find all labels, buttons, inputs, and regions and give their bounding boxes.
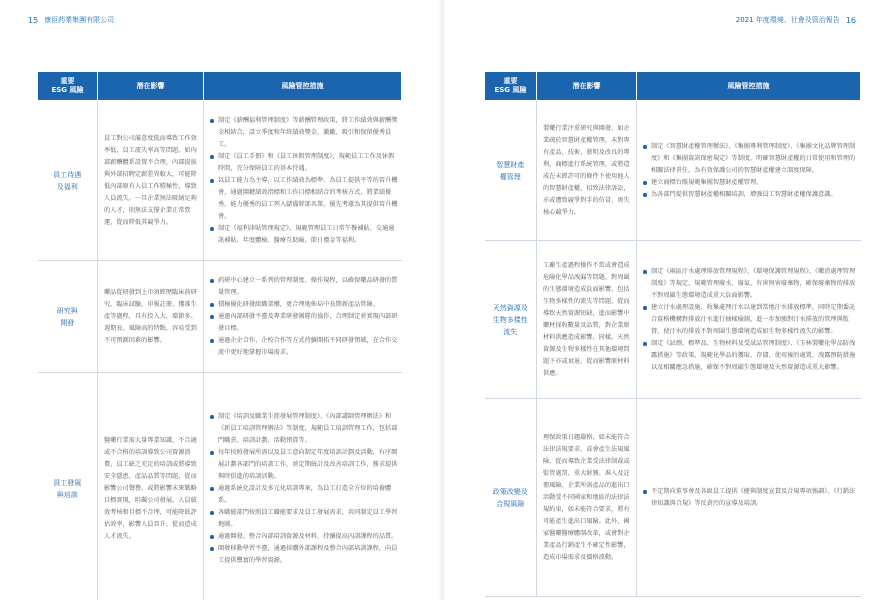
control-measures: [637, 241, 861, 399]
page-gutter: [438, 0, 446, 600]
left-page-number: 15: [28, 15, 39, 25]
header-measures: 風險管控措施: [204, 72, 402, 101]
header-risk: 重要 ESG 風險: [485, 72, 537, 101]
potential-impact: 藥品從研發到上市須經歷臨床前研究、臨床試驗、申報註冊、獲准生產等過程，具有投入大、環節多、週期長、風險高的特點，容易受到不可預測因素的影響。: [98, 261, 204, 373]
potential-impact: 員工對公司滿意度低而導致工作效率低，員工流失率高等問題。如內部薪酬體系設置不合理，內部提拔與外部招聘定薪差異較大，可能降低內部原有人員工作積極性，導致人員流失。一旦企業無法吸納足夠的人才，則無法支撐企業正常營運，從而降低其競爭力。: [98, 101, 204, 261]
measure-item: 制定《智慧財產權管理辦法》、《集團專利管理制度》、《集團文化品牌管理制度》和《集團資訊保密規定》等制度，明確智慧財產權的日常使用和管理的相關法律責任，為有效保護公司的智慧財產權建立制度保障。: [643, 141, 857, 177]
potential-impact: 製藥行業注重研究與開發，如企業疏於智慧財產權管理，未對專有產品、技術、發明及改良的專利、商標進行系統管理，或將造成在未經許可的條件下使用他人的智慧財產權，招致法律訴訟，亦或遭致競爭對手的仿冒，喪失核心競爭力。: [537, 101, 637, 241]
measure-item: 制定《培訓及職業生涯發展管理制度》、《內部講師管理辦法》和《新員工培訓管理辦法》等制度，規範員工培訓管理工作，包括部門職責、培訓計劃、活動預算等。: [210, 411, 398, 447]
risk-category: 研究與 開發: [38, 261, 98, 373]
measure-item: 開發移動學習平臺，通過採購外部課程及整合內部培訓課程，向員工提供豐富的學習資源。: [210, 543, 398, 567]
measure-item: 制定《福利津貼管理規定》，規範管理員工日常午餐補貼、交通通訊補貼、年度體檢、醫療互助險、節日禮金等福利。: [210, 223, 398, 247]
measure-item: 建立汙水處理設施，收集處理汙水以達到當地汙水排放標準，同時定期委託合資格機構對排放汙水進行抽樣檢測，進一步加強對汙水排放的管理與監督，使汙水的排放不對周圍生態環境造成如生物多樣性流失的影響。: [643, 302, 857, 338]
right-page-header: [442, 0, 884, 40]
potential-impact: 醫藥行業需大量專業知識，不合適或不合格的培訓導致公司資源浪費，員工缺乏充足的培訓或將導致安全隱患、產品品質等問題，從而影響公司聲譽，或將影響未來戰略目標實現，阻礙公司發展。人員績效考核和目標不合理，可能降低評估效率，影響人員晉升，從而造成人才流失。: [98, 373, 204, 600]
measure-item: 制定《員工手冊》和《員工休假管理制度》，規範員工工作及休假時間，充分保障員工的基本待遇。: [210, 151, 398, 175]
measure-item: 以員工能力為主導，以工作績效為標準，為員工提供平等的晉升機會，通過開鍵績效指標和工作目標相結合的考核方式，將業績優秀、能力優秀的員工列入儲備幹部名單，優先考慮為其提供晉升機會。: [210, 175, 398, 223]
table-row: [38, 261, 402, 373]
measure-item: 為各部門提供智慧財產權相關培訓，增強員工智慧財產權保護意識。: [643, 189, 857, 201]
measures-list: [210, 411, 398, 567]
measures-list: [643, 486, 857, 510]
measure-item: 每年按照發展所需以及員工意向制定年度培訓計劃及活動，有序開展計劃各部門的培訓工作，並定期統計及改善培訓工作，務求提供與時俱進的培訓活動。: [210, 447, 398, 483]
measure-item: 通過系統化設計及多元化培訓專案，為員工打造全方位的培養體系。: [210, 483, 398, 507]
table-row: [38, 101, 402, 261]
risk-category: 員工發展 與培訓: [38, 373, 98, 600]
control-measures: [204, 101, 402, 261]
table-header-row: [38, 72, 402, 101]
header-measures: 風險管控措施: [637, 72, 861, 101]
measure-item: 制定《薪酬福利管理制度》等薪酬管理政策，將工作績效與薪酬獎金相結合，設立季度和年終績效獎金，激勵、吸引和保留優秀員工。: [210, 115, 398, 151]
esg-risk-table-left: [37, 71, 402, 600]
risk-category: 員工待遇 及福利: [38, 101, 98, 261]
control-measures: [637, 101, 861, 241]
esg-risk-table-right: [484, 71, 861, 597]
measures-list: [210, 275, 398, 359]
control-measures: [204, 373, 402, 600]
potential-impact: 理保政策日趨嚴格，如未能符合法律法規要求，或會產生法規風險，從而導致企業受法律制裁或監管處罰、重大財務、准入及註冊風險。企業所需產品的進出口活動受不同國家和地區的法律法規約束，如未能符合要求，將有可能產生進出口風險。此外，國家醫藥醫療體制改革，或會對企業產品行銷產生不確定性影響，造成市場需求及價格波動。: [537, 399, 637, 597]
measure-item: 通過內部研發平臺及專業研發團隊的協作，合理制定並實現內部研發目標。: [210, 311, 398, 335]
header-impact: 潛在影響: [98, 72, 204, 101]
risk-category: 政策改變及 合規風險: [485, 399, 537, 597]
table-header-row: [485, 72, 861, 101]
control-measures: [204, 261, 402, 373]
measure-item: 药研中心建立一系列的管理制度、操作規程，以確保藥品研發的質量管理。: [210, 275, 398, 299]
measure-item: 各職能部門按照員工職能要求及員工發展需求，共同制定員工學習地圖。: [210, 507, 398, 531]
measure-item: 制定《試劑、標準品、生物材料及受試品管理制度》、《玉林製藥化學品防洩露措施》等政策，規範化學品的獲取、存儲、使用後的處置、洩露預防措施以及相關應急措施，確保不對周圍生態環境及天然資源造成重大影響。: [643, 338, 857, 374]
header-risk: 重要 ESG 風險: [38, 72, 98, 101]
measure-item: 積極優化研發組織架構，更合理地佈局中長期新產品管線。: [210, 299, 398, 311]
right-page-number: 16: [845, 15, 856, 25]
measure-item: 制定《兩區汙水處理排放管理規程》、《環境保護管理規程》、《藥渣處理管理制度》等規定，規範管理廢水、廢氣、有害無害廢棄物，確保廢棄物的排放不對周圍生態環境造成重大負面影響。: [643, 266, 857, 302]
table-row: [485, 101, 861, 241]
measures-list: [210, 115, 398, 247]
measures-list: [643, 266, 857, 374]
left-page-header: [0, 0, 442, 40]
risk-category: 天然資源及 生物多樣性 流失: [485, 241, 537, 399]
table-row: [485, 399, 861, 597]
measure-item: 通過企企合作、企校合作等方式持續開拓不同研發領域，在合作交流中更好地掌握市場需求。: [210, 335, 398, 359]
risk-category: 智慧財產 權管理: [485, 101, 537, 241]
report-title: 2021 年度環境、社會及管治報告: [735, 16, 840, 24]
header-impact: 潛在影響: [537, 72, 637, 101]
control-measures: [637, 399, 861, 597]
table-row: [485, 241, 861, 399]
measure-item: 建立商標台賬規範集團智慧財產權管理。: [643, 177, 857, 189]
measure-item: 通過開發、整合內部培訓資源及材料，持續提高內訓課程的品質。: [210, 531, 398, 543]
potential-impact: 工廠生產過程操作不當或會造成危險化學品洩漏等問題，對周圍的生態環境造成負面影響，包括生物多樣性的流失等問題，從而導致天然資源短缺，進而影響中藥材採收數量及品質，對企業原材料供應造成影響。同樣，天然資源及生物多樣性在其他環境問題下亦或衰退，從而影響原材料供應。: [537, 241, 637, 399]
measures-list: [643, 141, 857, 201]
measure-item: 不定期向董事會及各級員工提供《健與制度宣貫及合規專項強調》、《行銷法律知識與合規》等反貪污的宣導及培訓。: [643, 486, 857, 510]
company-name: 康臣药業集團有限公司: [44, 16, 115, 24]
table-row: [38, 373, 402, 600]
